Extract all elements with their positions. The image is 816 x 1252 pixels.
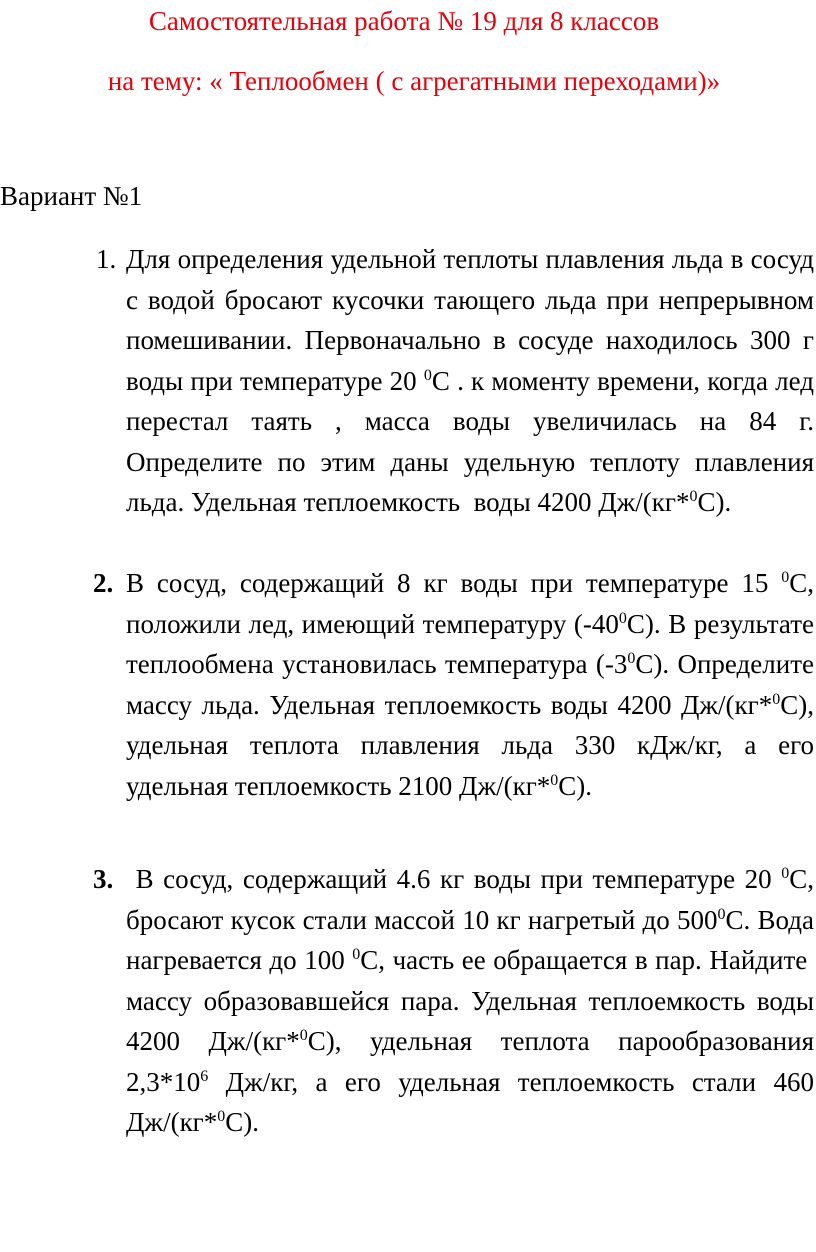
task-number: 1. xyxy=(96,244,117,274)
variant-heading: Вариант №1 xyxy=(0,181,143,211)
task-text: В сосуд, содержащий 8 кг воды при температуре 15 $^0$С, положили лед, имеющий температуру $(-40^0С)$. В результате теплообмена установилась температура $(-3^0С)$. Определите массу льда. Удельная теплоемкость воды 4200 Дж/(кг*$^0$С), удельная теплота плавления льда 330 кДж/кг, а его удельная теплоемкость 2100 Дж/(кг*$^0$С). xyxy=(126,568,814,801)
task-number: 2. xyxy=(93,568,114,598)
task-number: 3. xyxy=(93,864,114,894)
title-line-1: Самостоятельная работа № 19 для 8 классов xyxy=(148,6,660,36)
task-text: Для определения удельной теплоты плавления льда в сосуд с водой бросают кусочки тающего льда при непрерывном помешивании. Первоначально в сосуде находилось 300 г воды при температуре 20 $^0$С . к моменту времени, когда лед перестал таять , масса воды увеличилась на 84 г. Определите по этим даны удельную теплоту плавления льда. Удельная теплоемкость воды 4200 Дж/(кг*$^0$С). xyxy=(126,244,814,517)
title-line-2: на тему: « Теплообмен ( с агрегатными переходами)» xyxy=(107,66,721,96)
task-text: В сосуд, содержащий 4.6 кг воды при температуре 20 $^0$С, бросают кусок стали массой 10 кг нагретый до $500^0С$. Вода нагревается до 100 $^0$С, часть ее обращается в пар. Найдите массу образовавшейся пара. Удельная теплоемкость воды 4200 Дж/(кг*$^0$С), удельная теплота парообразования $2,3*10^6$ Дж/кг, а его удельная теплоемкость стали 460 Дж/(кг*$^0$С). xyxy=(126,864,815,1137)
